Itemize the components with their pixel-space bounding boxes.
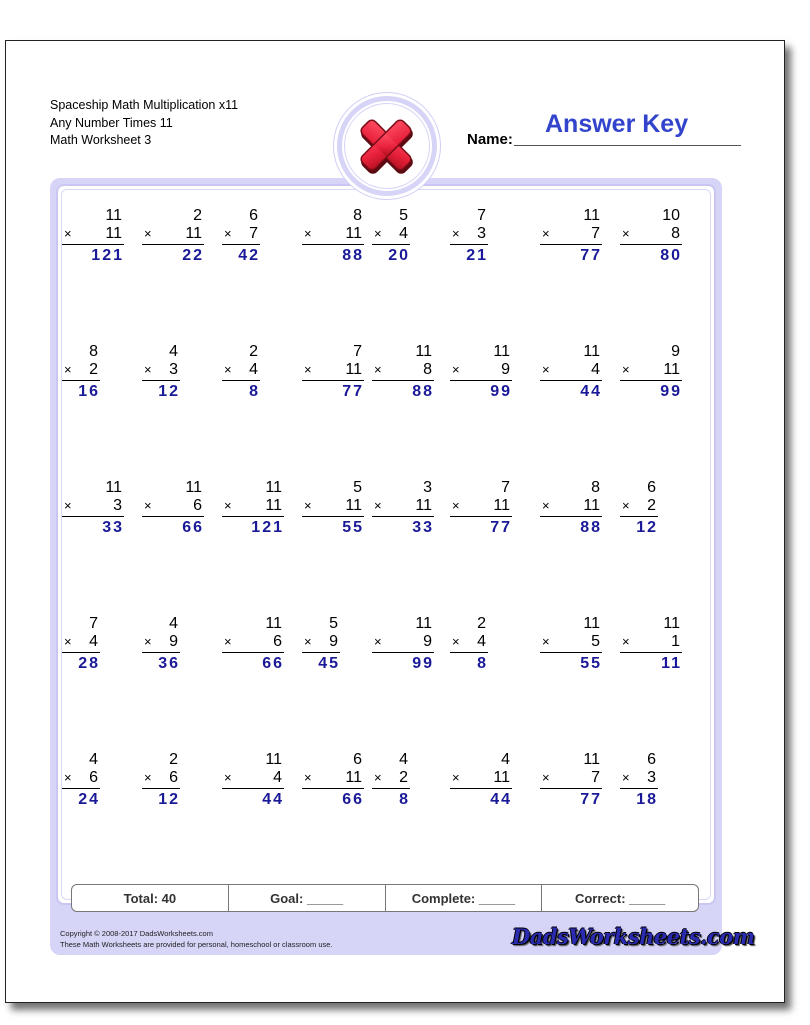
problem-top-number: 11	[265, 615, 282, 632]
problem-bottom-row	[540, 361, 602, 381]
multiply-sign: ×	[374, 634, 382, 649]
problem	[372, 207, 410, 265]
problem-top-number: 11	[583, 751, 600, 768]
problem-bottom-number: 9	[423, 633, 432, 650]
problem-answer: 121	[91, 247, 124, 264]
multiply-sign: ×	[304, 498, 312, 513]
problem-bottom-row	[222, 633, 284, 653]
multiply-sign: ×	[64, 634, 72, 649]
problem-bottom-number: 4	[477, 633, 486, 650]
score-complete: Complete: _____	[386, 885, 543, 911]
problem-top-number: 11	[105, 479, 122, 496]
name-field	[467, 112, 741, 148]
worksheet-title	[50, 97, 238, 150]
problem-bottom-number: 11	[105, 225, 122, 242]
problem-top-number: 4	[169, 343, 178, 360]
multiply-sign: ×	[452, 498, 460, 513]
multiply-sign: ×	[622, 770, 630, 785]
problem	[222, 479, 284, 537]
problem	[302, 479, 364, 537]
problem-bottom-row	[372, 769, 410, 789]
problem	[142, 479, 204, 537]
multiply-sign: ×	[64, 362, 72, 377]
multiply-sign: ×	[374, 362, 382, 377]
problem-bottom-row	[222, 361, 260, 381]
problem-bottom-number: 2	[647, 497, 656, 514]
problem-top-number: 6	[647, 479, 656, 496]
multiply-sign: ×	[144, 770, 152, 785]
problem-answer: 16	[78, 383, 100, 400]
problem-bottom-row	[222, 225, 260, 245]
score-correct: Correct: _____	[574, 890, 666, 906]
problem	[222, 207, 260, 265]
multiply-sign: ×	[374, 226, 382, 241]
problem-bottom-row	[540, 497, 602, 517]
problem	[222, 751, 284, 809]
problem	[62, 343, 100, 401]
problem-top-number: 8	[89, 343, 98, 360]
problem-bottom-row	[62, 633, 100, 653]
problem-bottom-number: 11	[583, 497, 600, 514]
problem-answer: 11	[661, 655, 682, 672]
multiply-sign: ×	[64, 226, 72, 241]
problem-bottom-number: 1	[671, 633, 680, 650]
multiply-sign: ×	[64, 770, 72, 785]
problem-answer: 33	[102, 519, 124, 536]
problem-answer: 8	[477, 655, 488, 672]
answer-key-badge	[334, 93, 440, 199]
multiply-sign: ×	[452, 362, 460, 377]
problem-bottom-number: 8	[671, 225, 680, 242]
problem-bottom-row	[372, 225, 410, 245]
problem-top-number: 4	[501, 751, 510, 768]
problem-bottom-number: 6	[193, 497, 202, 514]
problem-top-number: 5	[353, 479, 362, 496]
problem-answer: 66	[342, 791, 364, 808]
problem	[372, 751, 410, 809]
problem-answer: 99	[490, 383, 512, 400]
multiply-sign: ×	[452, 770, 460, 785]
multiply-sign: ×	[452, 226, 460, 241]
problem-top-number: 7	[353, 343, 362, 360]
problem	[540, 207, 602, 265]
problem-bottom-row	[450, 225, 488, 245]
red-x-icon	[354, 113, 420, 179]
multiply-sign: ×	[542, 634, 550, 649]
problem-bottom-row	[620, 225, 682, 245]
problem-top-number: 11	[415, 343, 432, 360]
problem	[302, 615, 340, 673]
problem-answer: 18	[636, 791, 658, 808]
problem-bottom-number: 9	[501, 361, 510, 378]
problem-answer: 22	[182, 247, 204, 264]
problem	[620, 343, 682, 401]
multiply-sign: ×	[144, 362, 152, 377]
name-value: Answer Key	[545, 110, 689, 138]
problem	[302, 207, 364, 265]
problem-top-number: 4	[399, 751, 408, 768]
multiply-sign: ×	[542, 226, 550, 241]
problem-answer: 77	[342, 383, 364, 400]
multiply-sign: ×	[452, 634, 460, 649]
title-line: Spaceship Math Multiplication x11	[50, 98, 239, 112]
problem	[540, 343, 602, 401]
problem-bottom-row	[142, 497, 204, 517]
problem-bottom-number: 3	[113, 497, 122, 514]
multiply-sign: ×	[542, 770, 550, 785]
multiply-sign: ×	[622, 498, 630, 513]
problem-answer: 12	[636, 519, 658, 536]
problem	[62, 207, 124, 265]
problem-bottom-number: 3	[169, 361, 178, 378]
problem-answer: 12	[158, 791, 180, 808]
problem-top-number: 11	[583, 207, 600, 224]
usage-line: These Math Worksheets are provided for personal, homeschool or classroom use.	[60, 940, 333, 949]
problem-answer: 77	[580, 791, 602, 808]
problem	[142, 615, 180, 673]
problem-answer: 88	[342, 247, 364, 264]
problem-top-number: 2	[169, 751, 178, 768]
problem	[62, 615, 100, 673]
problem-answer: 77	[490, 519, 512, 536]
problem-answer: 99	[412, 655, 434, 672]
problem-bottom-row	[450, 497, 512, 517]
problem-answer: 88	[580, 519, 602, 536]
problem-bottom-number: 11	[345, 225, 362, 242]
problem-answer: 36	[158, 655, 180, 672]
problem-bottom-row	[372, 633, 434, 653]
problem-bottom-row	[142, 633, 180, 653]
multiply-sign: ×	[144, 498, 152, 513]
problem-answer: 44	[580, 383, 602, 400]
problem-bottom-row	[62, 497, 124, 517]
problem-bottom-number: 11	[493, 769, 510, 786]
problem-bottom-number: 4	[591, 361, 600, 378]
problem-bottom-number: 2	[399, 769, 408, 786]
problem-answer: 42	[238, 247, 260, 264]
brand-logo: DadsWorksheets.com	[512, 924, 755, 949]
problem-answer: 33	[412, 519, 434, 536]
problem-bottom-row	[302, 633, 340, 653]
problem-answer: 88	[412, 383, 434, 400]
problem-bottom-number: 11	[663, 361, 680, 378]
problem	[222, 343, 260, 401]
problem-bottom-row	[540, 633, 602, 653]
multiply-sign: ×	[542, 498, 550, 513]
problems-frame	[50, 178, 722, 955]
problem-answer: 24	[78, 791, 100, 808]
problem	[372, 479, 434, 537]
problem	[142, 751, 180, 809]
problem-answer: 99	[660, 383, 682, 400]
problem-answer: 45	[318, 655, 340, 672]
problem-answer: 28	[78, 655, 100, 672]
problem-top-number: 3	[423, 479, 432, 496]
problem-answer: 8	[399, 791, 410, 808]
problem	[450, 615, 488, 673]
problem-bottom-number: 3	[647, 769, 656, 786]
problem-answer: 66	[182, 519, 204, 536]
multiply-sign: ×	[224, 498, 232, 513]
problem-bottom-row	[450, 769, 512, 789]
multiply-sign: ×	[224, 226, 232, 241]
problem-top-number: 5	[329, 615, 338, 632]
problem-bottom-row	[62, 361, 100, 381]
problem-answer: 55	[342, 519, 364, 536]
problem-top-number: 4	[169, 615, 178, 632]
problem-bottom-number: 7	[249, 225, 258, 242]
problem-top-number: 4	[89, 751, 98, 768]
problem-bottom-number: 6	[169, 769, 178, 786]
problem-answer: 20	[388, 247, 410, 264]
problem	[620, 479, 658, 537]
problem-bottom-row	[222, 769, 284, 789]
score-goal: Goal: _____	[229, 885, 386, 911]
problem	[620, 751, 658, 809]
problem-bottom-row	[620, 633, 682, 653]
problem	[142, 343, 180, 401]
problem-bottom-number: 11	[345, 497, 362, 514]
multiply-sign: ×	[304, 362, 312, 377]
multiply-sign: ×	[622, 634, 630, 649]
problem-bottom-row	[372, 497, 434, 517]
problem-top-number: 11	[583, 343, 600, 360]
problem	[372, 615, 434, 673]
problem-top-number: 6	[647, 751, 656, 768]
problem-top-number: 11	[105, 207, 122, 224]
problem-bottom-number: 11	[415, 497, 432, 514]
problem-top-number: 8	[591, 479, 600, 496]
score-bar	[71, 884, 699, 912]
problem	[450, 207, 488, 265]
problem-bottom-number: 11	[493, 497, 510, 514]
problem-bottom-row	[540, 769, 602, 789]
problem-top-number: 7	[477, 207, 486, 224]
problem-bottom-number: 7	[591, 225, 600, 242]
problem-bottom-row	[222, 497, 284, 517]
problem-top-number: 11	[415, 615, 432, 632]
problem-top-number: 9	[671, 343, 680, 360]
problem-top-number: 5	[399, 207, 408, 224]
problem-bottom-number: 4	[249, 361, 258, 378]
problem	[540, 751, 602, 809]
problem-bottom-row	[302, 769, 364, 789]
problem-answer: 44	[490, 791, 512, 808]
problem-bottom-number: 6	[273, 633, 282, 650]
problem-answer: 8	[249, 383, 260, 400]
multiply-sign: ×	[144, 226, 152, 241]
problem-top-number: 2	[477, 615, 486, 632]
problem	[450, 751, 512, 809]
problem-bottom-number: 4	[399, 225, 408, 242]
problem-bottom-number: 11	[265, 497, 282, 514]
problem-answer: 77	[580, 247, 602, 264]
problem-bottom-row	[302, 361, 364, 381]
problem	[540, 615, 602, 673]
problem-top-number: 11	[265, 479, 282, 496]
problem-bottom-number: 5	[591, 633, 600, 650]
problem-top-number: 7	[89, 615, 98, 632]
problem-bottom-row	[450, 361, 512, 381]
problem-top-number: 10	[662, 207, 680, 224]
problem-bottom-number: 4	[273, 769, 282, 786]
problem-top-number: 8	[353, 207, 362, 224]
problem-bottom-row	[142, 769, 180, 789]
problem-top-number: 11	[663, 615, 680, 632]
problem-bottom-row	[62, 225, 124, 245]
name-label: Name:	[467, 131, 513, 148]
multiply-sign: ×	[542, 362, 550, 377]
problem-bottom-row	[372, 361, 434, 381]
problem-bottom-row	[302, 497, 364, 517]
problem	[620, 207, 682, 265]
problem-bottom-row	[540, 225, 602, 245]
problem-answer: 21	[466, 247, 488, 264]
problem-bottom-number: 4	[89, 633, 98, 650]
problem-bottom-number: 8	[423, 361, 432, 378]
multiply-sign: ×	[304, 634, 312, 649]
problem-answer: 121	[251, 519, 284, 536]
subtitle-line: Any Number Times 11	[50, 115, 173, 130]
multiply-sign: ×	[224, 362, 232, 377]
name-underline	[514, 145, 741, 146]
problem	[450, 343, 512, 401]
problem-top-number: 2	[249, 343, 258, 360]
problem	[62, 479, 124, 537]
problem	[372, 343, 434, 401]
problem-top-number: 6	[249, 207, 258, 224]
problem	[222, 615, 284, 673]
problem-top-number: 11	[493, 343, 510, 360]
problem-bottom-number: 6	[89, 769, 98, 786]
problem-answer: 12	[158, 383, 180, 400]
problem	[142, 207, 204, 265]
problem	[62, 751, 100, 809]
problem-bottom-row	[620, 497, 658, 517]
problem-bottom-number: 11	[345, 769, 362, 786]
problem	[620, 615, 682, 673]
problem	[540, 479, 602, 537]
copyright-line: Copyright © 2008-2017 DadsWorksheets.com	[60, 929, 213, 938]
problem-bottom-number: 9	[169, 633, 178, 650]
problem-bottom-row	[450, 633, 488, 653]
problem-bottom-number: 3	[477, 225, 486, 242]
multiply-sign: ×	[374, 770, 382, 785]
problem-top-number: 2	[193, 207, 202, 224]
problem-bottom-number: 11	[345, 361, 362, 378]
multiply-sign: ×	[304, 226, 312, 241]
problem-bottom-row	[302, 225, 364, 245]
multiply-sign: ×	[622, 226, 630, 241]
multiply-sign: ×	[224, 634, 232, 649]
problem-bottom-row	[620, 361, 682, 381]
multiply-sign: ×	[144, 634, 152, 649]
multiply-sign: ×	[224, 770, 232, 785]
worksheet-number: Math Worksheet 3	[50, 133, 152, 147]
problem-answer: 44	[262, 791, 284, 808]
problem-answer: 55	[580, 655, 602, 672]
problem-bottom-row	[142, 361, 180, 381]
problem-bottom-number: 11	[185, 225, 202, 242]
multiply-sign: ×	[374, 498, 382, 513]
problem-bottom-number: 9	[329, 633, 338, 650]
problem	[302, 751, 364, 809]
problem-top-number: 11	[265, 751, 282, 768]
multiply-sign: ×	[64, 498, 72, 513]
problem	[302, 343, 364, 401]
score-total: Total: 40	[72, 885, 229, 911]
problem	[450, 479, 512, 537]
problem-bottom-row	[620, 769, 658, 789]
problem-bottom-row	[62, 769, 100, 789]
problem-top-number: 7	[501, 479, 510, 496]
problem-answer: 66	[262, 655, 284, 672]
multiply-sign: ×	[622, 362, 630, 377]
problem-top-number: 11	[583, 615, 600, 632]
multiply-sign: ×	[304, 770, 312, 785]
problem-answer: 80	[660, 247, 682, 264]
problem-bottom-number: 2	[89, 361, 98, 378]
problem-top-number: 11	[185, 479, 202, 496]
problem-bottom-row	[142, 225, 204, 245]
problem-bottom-number: 7	[591, 769, 600, 786]
copyright-notice	[60, 928, 333, 950]
problem-top-number: 6	[353, 751, 362, 768]
